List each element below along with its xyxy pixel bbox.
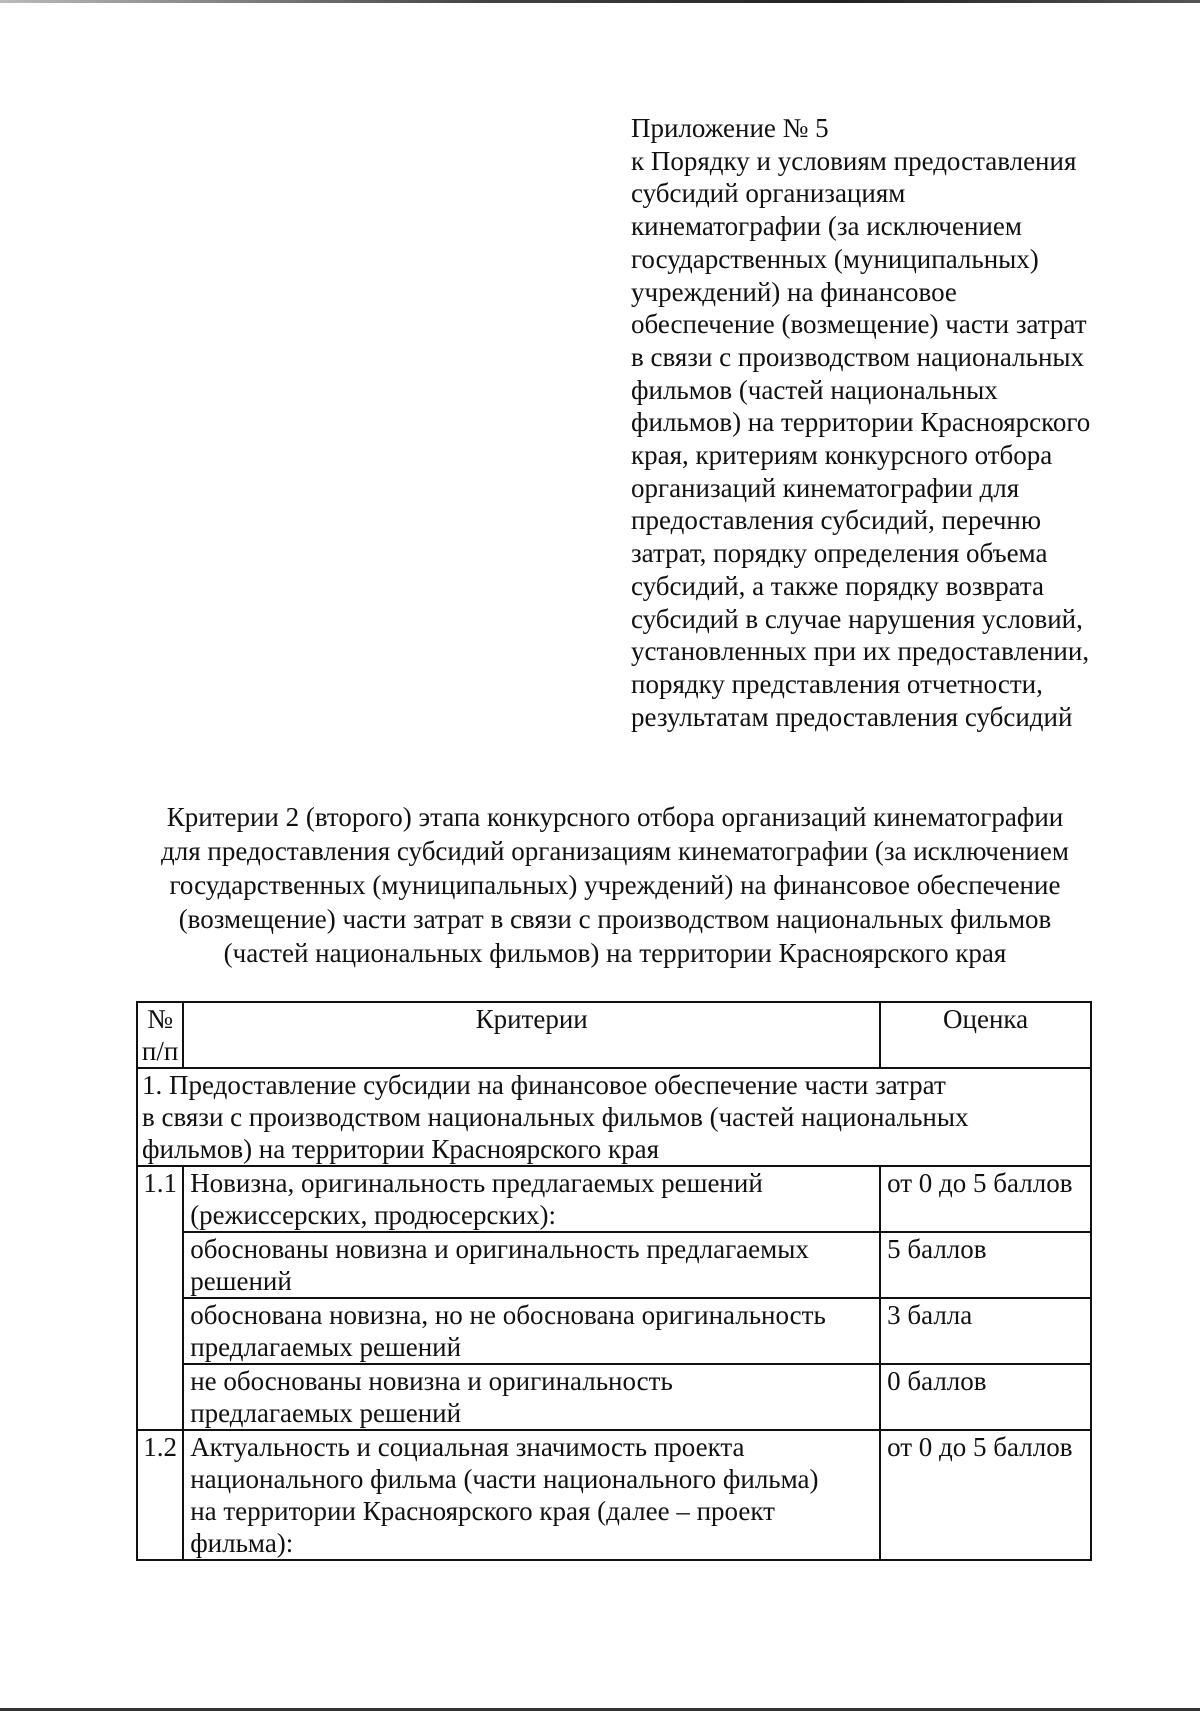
appendix-line: к Порядку и условиям предоставления <box>631 145 1077 176</box>
section-cell <box>137 1068 1091 1166</box>
header-score: Оценка <box>880 1002 1091 1068</box>
criteria-line: Новизна, оригинальность предлагаемых решений <box>190 1168 763 1198</box>
document-title <box>140 800 1090 970</box>
section-line: в связи с производством национальных фильмов (частей национальных <box>142 1102 969 1132</box>
appendix-line: края, критериям конкурсного отбора <box>631 440 1053 471</box>
criteria-line: (режиссерских, продюсерских): <box>190 1200 557 1230</box>
appendix-line: фильмов) на территории Красноярского <box>631 407 1091 438</box>
appendix-line: в связи с производством национальных <box>631 341 1085 372</box>
appendix-line: учреждений) на финансовое <box>631 276 957 307</box>
header-num-line2: п/п <box>141 1036 179 1066</box>
section-line: 1. Предоставление субсидии на финансовое обеспечение части затрат <box>142 1070 946 1100</box>
row-score: 5 баллов <box>880 1232 1091 1298</box>
criteria-table <box>136 1001 1092 1561</box>
table-header-row <box>137 1002 1091 1068</box>
criteria-line: на территории Красноярского края (далее – проект <box>190 1496 775 1526</box>
appendix-line: государственных (муниципальных) <box>631 243 1039 274</box>
appendix-heading <box>631 112 1151 733</box>
criteria-line: Актуальность и социальная значимость проекта <box>190 1432 745 1462</box>
header-num <box>137 1002 183 1068</box>
row-num <box>137 1364 183 1430</box>
criteria-line: не обоснованы новизна и оригинальность <box>190 1366 673 1396</box>
criteria-line: предлагаемых решений <box>190 1398 462 1428</box>
row-score: 0 баллов <box>880 1364 1091 1430</box>
row-num: 1.2 <box>137 1430 183 1560</box>
title-line: Критерии 2 (второго) этапа конкурсного отбора организаций кинематографии <box>166 802 1064 832</box>
criteria-line: решений <box>190 1266 292 1296</box>
table-row <box>137 1298 1091 1364</box>
table-row <box>137 1364 1091 1430</box>
criteria-line: обоснованы новизна и оригинальность предлагаемых <box>190 1234 809 1264</box>
appendix-line: обеспечение (возмещение) части затрат <box>631 309 1087 340</box>
appendix-line: предоставления субсидий, перечню <box>631 505 1042 536</box>
scan-edge-top <box>0 0 1200 3</box>
appendix-line: порядку представления отчетности, <box>631 668 1043 699</box>
row-num: 1.1 <box>137 1166 183 1232</box>
appendix-line: фильмов (частей национальных <box>631 374 998 405</box>
appendix-line: субсидий организациям <box>631 178 906 209</box>
appendix-line: субсидий в случае нарушения условий, <box>631 603 1083 634</box>
appendix-line: субсидий, а также порядку возврата <box>631 570 1045 601</box>
title-line: (частей национальных фильмов) на территории Красноярского края <box>223 938 1007 968</box>
row-criteria <box>183 1166 880 1232</box>
criteria-line: предлагаемых решений <box>190 1332 462 1362</box>
title-line: для предоставления субсидий организациям кинематографии (за исключением <box>161 836 1069 866</box>
criteria-line: обоснована новизна, но не обоснована оригинальность <box>190 1300 826 1330</box>
appendix-line: кинематографии (за исключением <box>631 211 1022 242</box>
table-row <box>137 1232 1091 1298</box>
row-num <box>137 1232 183 1298</box>
appendix-line: Приложение № 5 <box>631 113 829 143</box>
criteria-line: национального фильма (части национального фильма) <box>190 1464 819 1494</box>
row-num <box>137 1298 183 1364</box>
table-row <box>137 1430 1091 1560</box>
row-criteria <box>183 1232 880 1298</box>
row-score: от 0 до 5 баллов <box>880 1166 1091 1232</box>
appendix-line: результатам предоставления субсидий <box>631 701 1073 732</box>
appendix-line: установленных при их предоставлении, <box>631 636 1090 667</box>
title-line: государственных (муниципальных) учреждений) на финансовое обеспечение <box>169 870 1061 900</box>
row-criteria <box>183 1430 880 1560</box>
appendix-line: затрат, порядку определения объема <box>631 538 1048 569</box>
header-num-line1: № <box>147 1004 173 1034</box>
header-criteria: Критерии <box>183 1002 880 1068</box>
section-row <box>137 1068 1091 1166</box>
section-line: фильмов) на территории Красноярского края <box>142 1134 660 1164</box>
row-score: 3 балла <box>880 1298 1091 1364</box>
row-criteria <box>183 1298 880 1364</box>
criteria-line: фильма): <box>190 1528 294 1558</box>
scan-edge-bottom <box>0 1708 1200 1711</box>
appendix-line: организаций кинематографии для <box>631 472 1020 503</box>
title-line: (возмещение) части затрат в связи с производством национальных фильмов <box>178 904 1052 934</box>
row-criteria <box>183 1364 880 1430</box>
table-row <box>137 1166 1091 1232</box>
row-score: от 0 до 5 баллов <box>880 1430 1091 1560</box>
